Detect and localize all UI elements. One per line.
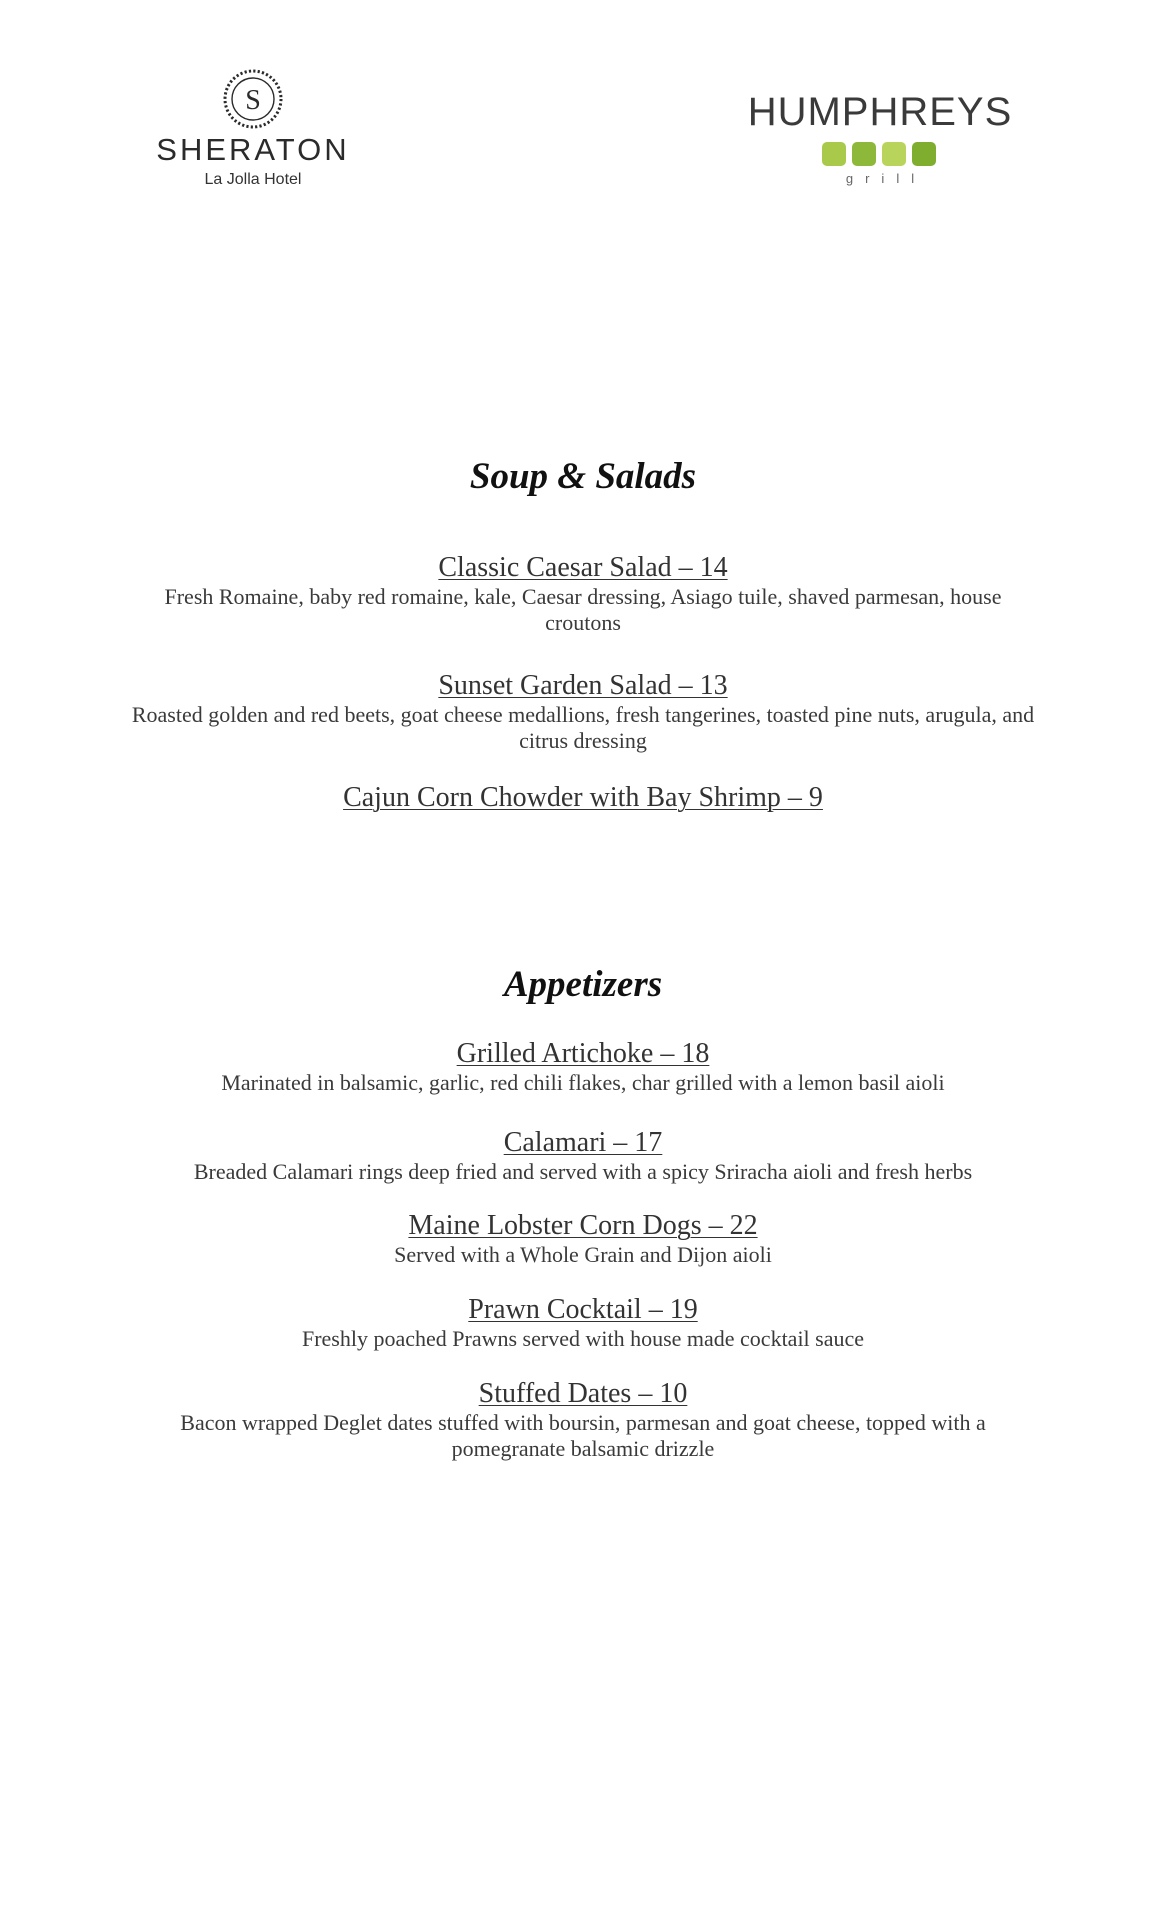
menu-item-description: Fresh Romaine, baby red romaine, kale, Caesar dressing, Asiago tuile, shaved parmesan, house croutons <box>164 584 1002 635</box>
menu-item-description: Roasted golden and red beets, goat cheese medallions, fresh tangerines, toasted pine nuts, arugula, and citrus dressing <box>131 702 1035 753</box>
menu-item-name: Stuffed Dates – 10 <box>478 1378 688 1409</box>
menu-item-name: Classic Caesar Salad – 14 <box>438 552 728 583</box>
humphreys-logo <box>735 92 1025 185</box>
menu-item-name: Calamari – 17 <box>503 1127 663 1158</box>
menu-item <box>100 670 1066 754</box>
sheraton-emblem-icon <box>222 68 284 130</box>
sheraton-emblem-letter: S <box>245 85 261 116</box>
menu-item-name: Grilled Artichoke – 18 <box>456 1038 710 1069</box>
sheraton-logo <box>148 68 358 188</box>
section-title-appetizers: Appetizers <box>503 964 663 1005</box>
menu-item-description: Bacon wrapped Deglet dates stuffed with boursin, parmesan and goat cheese, topped with a pomegranate balsamic drizzle <box>180 1410 986 1461</box>
menu-item <box>100 1294 1066 1352</box>
menu-item <box>100 782 1066 814</box>
menu-item-description: Marinated in balsamic, garlic, red chili flakes, char grilled with a lemon basil aioli <box>221 1070 945 1095</box>
menu-item <box>100 1210 1066 1268</box>
menu-item <box>100 552 1066 636</box>
menu-item-name: Maine Lobster Corn Dogs – 22 <box>408 1210 758 1241</box>
sheraton-name: SHERATON <box>156 132 350 167</box>
menu-item <box>100 1127 1066 1185</box>
menu-item <box>100 1038 1066 1096</box>
section-title-soup-salads: Soup & Salads <box>469 456 697 497</box>
sheraton-subtitle: La Jolla Hotel <box>204 171 302 188</box>
menu-item-description: Freshly poached Prawns served with house made cocktail sauce <box>301 1326 865 1351</box>
humphreys-subtitle: grill <box>845 171 927 186</box>
menu-item-name: Sunset Garden Salad – 13 <box>438 670 728 701</box>
menu-item-description: Served with a Whole Grain and Dijon aioli <box>394 1242 772 1267</box>
humphreys-name: HUMPHREYS <box>747 90 1013 134</box>
menu-item <box>100 1378 1066 1462</box>
menu-item-name: Cajun Corn Chowder with Bay Shrimp – 9 <box>343 782 823 813</box>
humphreys-swatches-icon <box>820 140 940 170</box>
menu-item-description: Breaded Calamari rings deep fried and served with a spicy Sriracha aioli and fresh herbs <box>193 1159 973 1184</box>
menu-item-name: Prawn Cocktail – 19 <box>468 1294 698 1325</box>
